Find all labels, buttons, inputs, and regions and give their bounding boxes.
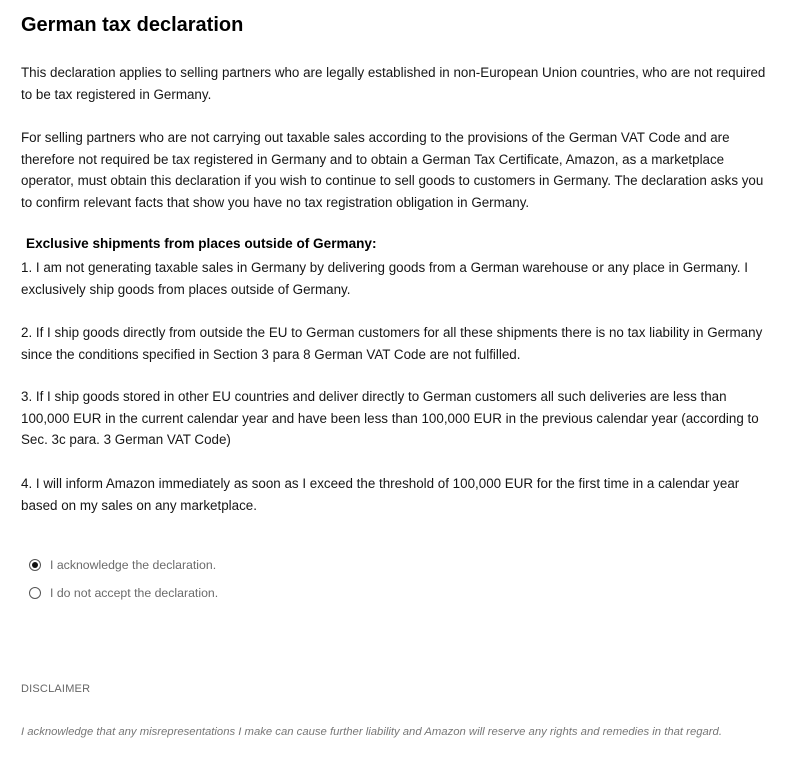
section-heading: Exclusive shipments from places outside of Germany: [26, 236, 377, 251]
disclaimer-title: DISCLAIMER [21, 683, 91, 695]
acknowledge-option[interactable] [29, 556, 216, 574]
intro-paragraph-2: For selling partners who are not carrying out taxable sales according to the provisions of the German VAT Code and are therefore not required be tax registered in Germany and to obtain a German Tax Certificate, Amazon, as a marketplace operator, must obtain this declaration if you wish to continue to sell goods to customers in Germany. The declaration asks you to confirm relevant facts that show you have no tax registration obligation in Germany. [21, 130, 764, 210]
declaration-item-1: 1. I am not generating taxable sales in Germany by delivering goods from a German warehouse or any place in Germany. I exclusively ship goods from places outside of Germany. [21, 260, 748, 297]
page-title: German tax declaration [21, 14, 244, 36]
declaration-item-3: 3. If I ship goods stored in other EU countries and deliver directly to German customers all such deliveries are less than 100,000 EUR in the current calendar year and have been less than 100,000 EUR in the previous calendar year (according to Sec. 3c para. 3 German VAT Code) [21, 389, 759, 447]
acknowledge-radio[interactable] [29, 559, 41, 571]
decline-option[interactable] [29, 584, 218, 602]
disclaimer-text: I acknowledge that any misrepresentations I make can cause further liability and Amazon will reserve any rights and remedies in that regard. [21, 726, 722, 738]
decline-label[interactable]: I do not accept the declaration. [50, 586, 219, 600]
decline-radio[interactable] [29, 587, 41, 599]
intro-paragraph-1: This declaration applies to selling partners who are legally established in non-European Union countries, who are not required to be tax registered in Germany. [21, 65, 766, 102]
declaration-item-4: 4. I will inform Amazon immediately as soon as I exceed the threshold of 100,000 EUR for the first time in a calendar year based on my sales on any marketplace. [21, 476, 740, 513]
declaration-item-2: 2. If I ship goods directly from outside the EU to German customers for all these shipments there is no tax liability in Germany since the conditions specified in Section 3 para 8 German VAT Code are not fulfilled. [21, 325, 763, 362]
acknowledge-label[interactable]: I acknowledge the declaration. [50, 558, 217, 572]
